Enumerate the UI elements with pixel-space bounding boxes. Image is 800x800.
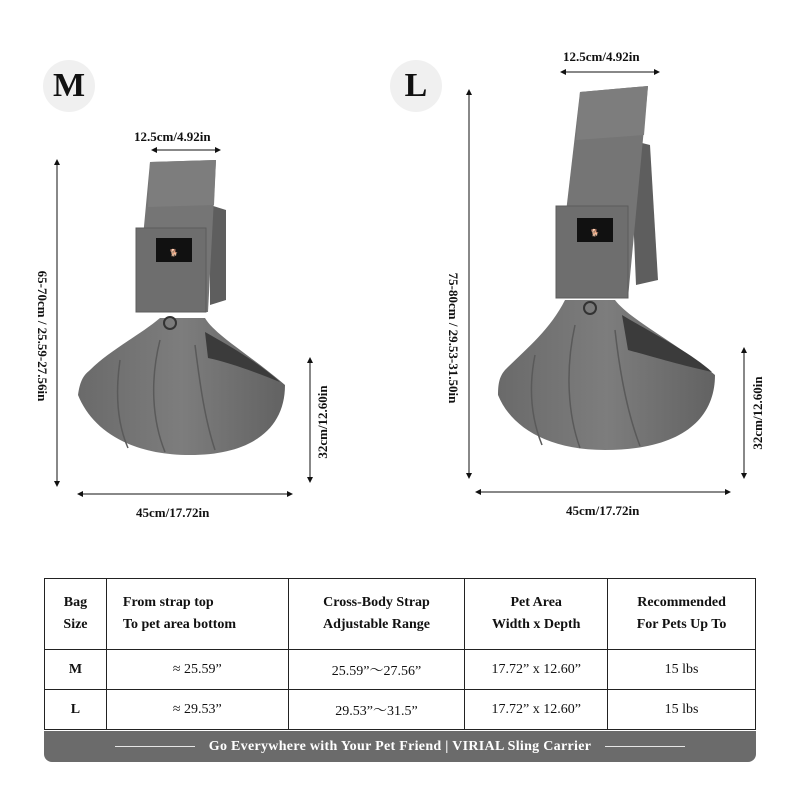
size-badge-m-label: M: [52, 67, 86, 104]
spec-table: [44, 578, 756, 730]
banner-text: Go Everywhere with Your Pet Friend | VIRIAL Sling Carrier: [208, 738, 592, 754]
svg-text:🐕: 🐕: [590, 229, 600, 237]
table-row: [45, 690, 756, 730]
cell-size: L: [45, 690, 107, 730]
cell-size: M: [45, 650, 107, 690]
table-row: [45, 650, 756, 690]
header-adjustable-range: Cross-Body Strap Adjustable Range: [288, 579, 465, 650]
banner-rule-left: [115, 746, 195, 747]
l-strap-length-label: 75-80cm / 29.53-31.50in: [446, 272, 461, 404]
sling-l-illustration: [498, 86, 715, 450]
sling-m-illustration: [78, 160, 285, 455]
cell-area: 17.72” x 12.60”: [465, 690, 608, 730]
footer-banner: [44, 731, 756, 762]
l-bottom-width-label: 45cm/17.72in: [566, 503, 640, 518]
svg-text:🐕: 🐕: [169, 249, 179, 257]
l-top-width-label: 12.5cm/4.92in: [563, 49, 640, 64]
size-badge-l: [390, 60, 442, 112]
banner-rule-right: [605, 746, 685, 747]
header-strap-length: From strap top To pet area bottom: [106, 579, 288, 650]
header-recommended: Recommended For Pets Up To: [608, 579, 756, 650]
m-depth-label: 32cm/12.60in: [315, 385, 330, 459]
spec-table-header-row: [45, 579, 756, 650]
l-depth-label: 32cm/12.60in: [750, 376, 765, 450]
m-strap-length-label: 65-70cm / 25.59-27.56in: [35, 270, 50, 402]
header-bag-size: Bag Size: [45, 579, 107, 650]
m-bottom-width-label: 45cm/17.72in: [136, 505, 210, 520]
cell-strap: ≈ 25.59”: [106, 650, 288, 690]
cell-strap: ≈ 29.53”: [106, 690, 288, 730]
cell-area: 17.72” x 12.60”: [465, 650, 608, 690]
cell-rec: 15 lbs: [608, 690, 756, 730]
size-badge-l-label: L: [404, 67, 428, 104]
header-pet-area: Pet Area Width x Depth: [465, 579, 608, 650]
cell-range: 29.53”～31.5”: [288, 690, 465, 730]
size-badge-m: [43, 60, 95, 112]
cell-range: 25.59”～27.56”: [288, 650, 465, 690]
cell-rec: 15 lbs: [608, 650, 756, 690]
m-top-width-label: 12.5cm/4.92in: [134, 129, 211, 144]
